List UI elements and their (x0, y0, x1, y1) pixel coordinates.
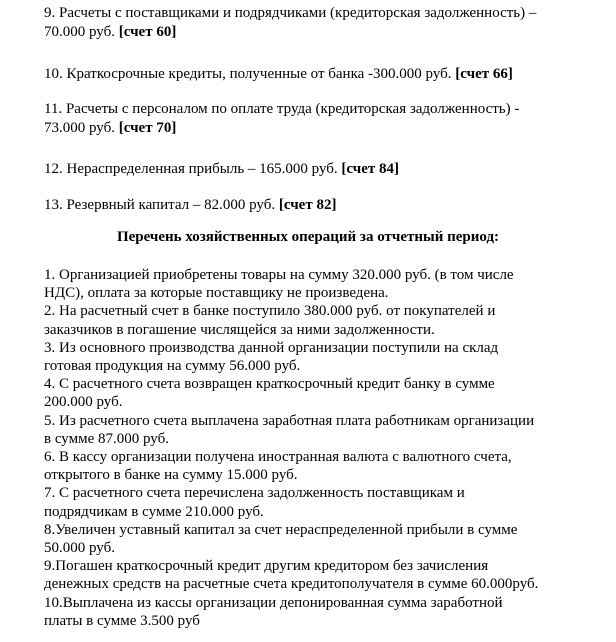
list-item: 10.Выплачена из кассы организации депонированная сумма заработной платы в сумме 3.500 руб (44, 594, 503, 629)
account-code: [счет 66] (455, 66, 513, 82)
list-item: 2. На расчетный счет в банке поступило 380.000 руб. от покупателей и заказчиков в погашение числящейся за ними задолженности. (44, 303, 496, 338)
list-item: 3. Из основного производства данной организации поступили на склад готовая продукция на сумму 56.000 руб. (44, 339, 499, 375)
account-item-66: 10. Краткосрочные кредиты, полученные от банка -300.000 руб. [счет 66] (44, 66, 513, 82)
account-code: [счет 60] (118, 24, 177, 40)
operations-list (44, 266, 604, 630)
list-item: 6. В кассу организации получена иностранная валюта с валютного счета, открытого в банке на сумму 15.000 руб. (44, 449, 512, 484)
list-item: 9.Погашен краткосрочный кредит другим кредитором без зачисления денежных средств на расчетные счета кредитополучателя в сумме 60.000руб. (44, 558, 539, 593)
account-item-82: 13. Резервный капитал – 82.000 руб. [счет 82] (44, 197, 337, 213)
list-item: 4. С расчетного счета возвращен краткосрочный кредит банку в сумме 200.000 руб. (44, 376, 495, 411)
account-item-60: 9. Расчеты с поставщиками и подрядчиками (кредиторская задолженность) – 70.000 руб. [счет 60] (44, 5, 537, 40)
list-item: 8.Увеличен уставный капитал за счет нераспределенной прибыли в сумме 50.000 руб. (44, 521, 518, 557)
operations-heading: Перечень хозяйственных операций за отчетный период: (116, 229, 500, 245)
list-item: 7. С расчетного счета перечислена задолженность поставщикам и подрядчикам в сумме 210.000 руб. (44, 485, 465, 520)
account-code: [счет 84] (341, 161, 400, 177)
account-code: [счет 70] (118, 120, 177, 136)
list-item: 1. Организацией приобретены товары на сумму 320.000 руб. (в том числе НДС), оплата за которые поставщику не произведена. (44, 267, 514, 302)
account-code: [счет 82] (278, 197, 337, 213)
account-item-84: 12. Нераспределенная прибыль – 165.000 руб. [счет 84] (44, 161, 400, 177)
account-item-70: 11. Расчеты с персоналом по оплате труда (кредиторская задолженность) - 73.000 руб. [счет 70] (44, 101, 520, 136)
list-item: 5. Из расчетного счета выплачена заработная плата работникам организации в сумме 87.000 руб. (44, 412, 535, 447)
